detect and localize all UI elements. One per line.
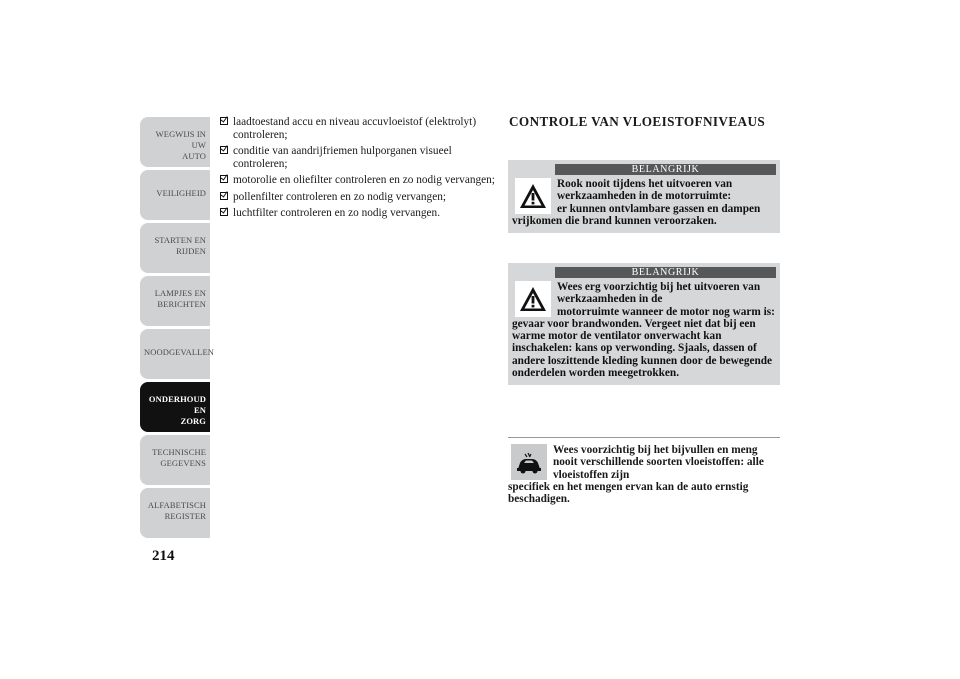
tab-alfabetisch[interactable]: [140, 488, 210, 538]
tab-veiligheid[interactable]: [140, 170, 210, 220]
warning-text-lead: Wees erg voorzichtig bij het uitvoeren van werkzaamheden in de: [557, 281, 761, 306]
warning-triangle-icon: [515, 178, 551, 214]
tab-label: WEGWIJS IN UW AUTO: [155, 129, 206, 161]
warning-box: [508, 263, 780, 385]
checkbox-icon: [220, 208, 228, 216]
section-title: CONTROLE VAN VLOEISTOFNIVEAUS: [509, 114, 766, 129]
warning-box: [508, 160, 780, 233]
warning-header: BELANGRIJK: [555, 164, 776, 175]
tab-label: STARTEN EN RIJDEN: [154, 235, 206, 256]
warning-text: er kunnen ontvlambare gassen en dampen vrijkomen die brand kunnen veroorzaken.: [512, 202, 761, 227]
list-item: luchtfilter controleren en zo nodig vervangen.: [220, 207, 495, 220]
tab-label: ALFABETISCH REGISTER: [147, 500, 206, 521]
tab-noodgevallen[interactable]: [140, 329, 214, 379]
tab-technische[interactable]: [140, 435, 210, 485]
tab-onderhoud[interactable]: [140, 382, 210, 432]
list-item: motorolie en oliefilter controleren en zo nodig vervangen;: [220, 174, 495, 187]
warning-triangle-icon: [515, 281, 551, 317]
maintenance-checklist: [220, 116, 495, 224]
checkbox-icon: [220, 192, 228, 200]
checkbox-icon: [220, 175, 228, 183]
list-item: laadtoestand accu en niveau accuvloeistof (elektrolyt) controleren;: [220, 116, 495, 141]
car-damage-icon: [511, 444, 547, 480]
tab-label: LAMPJES EN BERICHTEN: [154, 288, 206, 309]
tab-label: VEILIGHEID: [156, 188, 206, 198]
note-text: specifiek en het mengen ervan kan de auto ernstig beschadigen.: [508, 480, 749, 506]
tab-label: ONDERHOUD EN ZORG: [148, 394, 206, 426]
list-item: pollenfilter controleren en zo nodig vervangen;: [220, 191, 495, 204]
checkbox-icon: [220, 117, 228, 125]
warning-text-lead: Rook nooit tijdens het uitvoeren van werkzaamheden in de motorruimte:: [557, 178, 733, 203]
warning-text: motorruimte wanneer de motor nog warm is: gevaar voor brandwonden. Vergeet niet dat bij een warme motor de ventilator onverwacht kan inschakelen: kans op verwonding. Sjaals, dassen of andere loszittende kleding kunnen door de bewegende onderdelen worden meegetrokken.: [512, 305, 775, 380]
tab-label: TECHNISCHE GEGEVENS: [152, 447, 206, 468]
note-text-lead: Wees voorzichtig bij het bijvullen en meng nooit verschillende soorten vloeistoffen: alle vloeistoffen zijn: [553, 444, 764, 481]
caution-note: [508, 437, 780, 505]
warning-header: BELANGRIJK: [555, 267, 776, 278]
checkbox-icon: [220, 146, 228, 154]
list-item: conditie van aandrijfriemen hulporganen visueel controleren;: [220, 145, 495, 170]
tab-lampjes[interactable]: [140, 276, 210, 326]
page-number: 214: [152, 548, 175, 564]
tab-wegwijs[interactable]: [140, 117, 210, 167]
tab-starten[interactable]: [140, 223, 210, 273]
tab-label: NOODGEVALLEN: [144, 347, 214, 357]
